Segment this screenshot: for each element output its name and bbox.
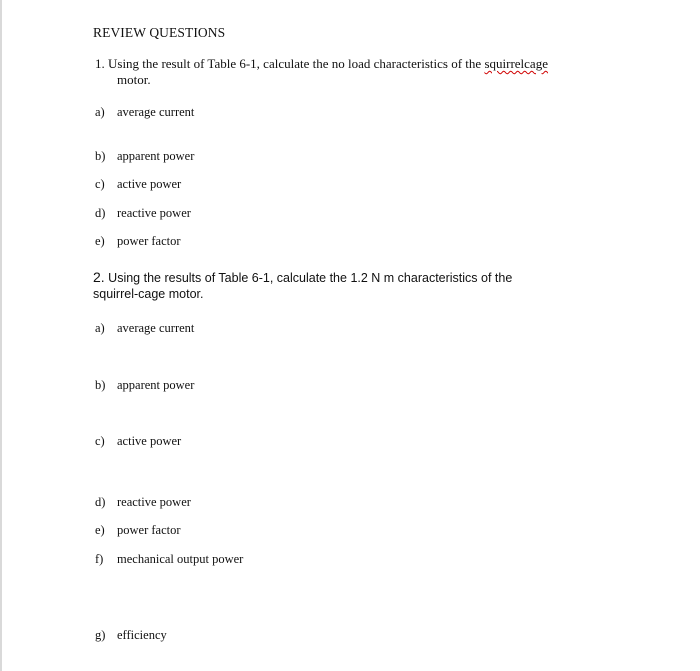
q2-item-c-label: c)	[95, 434, 105, 448]
q2-item-g-label: g)	[95, 628, 106, 642]
q1-item-e-text: power factor	[117, 234, 181, 248]
q1-item-a-text: average current	[117, 105, 195, 119]
q2-item-a-text: average current	[117, 321, 195, 335]
q1-item-a-label: a)	[95, 105, 105, 119]
q1-item-e-label: e)	[95, 234, 105, 248]
misspelled-word[interactable]: squirrelcage	[484, 56, 548, 71]
q1-item-d-text: reactive power	[117, 206, 191, 220]
question-2-line-1	[93, 270, 512, 286]
q2-item-d-text: reactive power	[117, 495, 191, 509]
q2-item-c-text: active power	[117, 434, 182, 448]
question-2-text: Using the results of Table 6-1, calculate the 1.2 N m characteristics of the	[108, 271, 513, 285]
q2-item-d-label: d)	[95, 495, 106, 509]
q2-item-g-text: efficiency	[117, 628, 167, 642]
page-left-border	[0, 0, 2, 671]
question-2-number: 2.	[93, 269, 105, 285]
q2-item-a-label: a)	[95, 321, 105, 335]
question-1-text: Using the result of Table 6-1, calculate the no load characteristics of the	[108, 56, 485, 71]
q1-item-c-text: active power	[117, 177, 182, 191]
q2-item-b-text: apparent power	[117, 378, 195, 392]
question-1-line-1	[95, 56, 548, 71]
q2-item-e-text: power factor	[117, 523, 181, 537]
question-1-number: 1.	[95, 56, 105, 71]
q1-item-c-label: c)	[95, 177, 105, 191]
page-title: REVIEW QUESTIONS	[93, 25, 226, 40]
q2-item-f-text: mechanical output power	[117, 552, 244, 566]
q2-item-b-label: b)	[95, 378, 106, 392]
question-2-line-2: squirrel-cage motor.	[93, 287, 204, 301]
q1-item-b-label: b)	[95, 149, 106, 163]
q1-item-b-text: apparent power	[117, 149, 195, 163]
q2-item-e-label: e)	[95, 523, 105, 537]
q2-item-f-label: f)	[95, 552, 104, 566]
q1-item-d-label: d)	[95, 206, 106, 220]
question-1-line-2: motor.	[117, 72, 151, 87]
